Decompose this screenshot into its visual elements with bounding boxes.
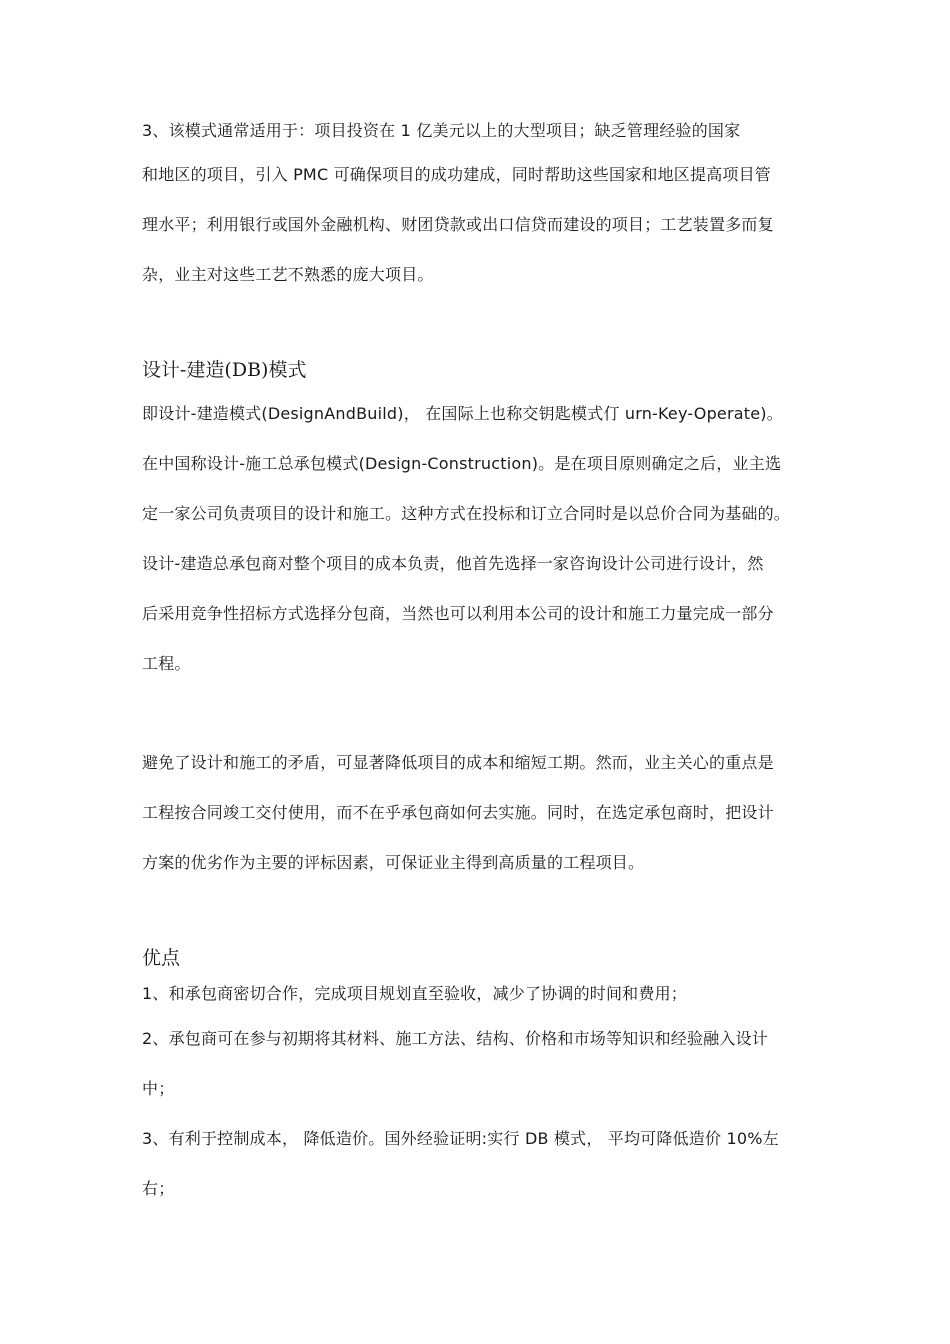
section-heading: 优点 [142, 947, 181, 969]
text-line: 在中国称设计-施工总承包模式(Design-Construction)。是在项目原则确定之后，业主选 [142, 454, 782, 473]
text-line: 杂，业主对这些工艺不熟悉的庞大项目。 [142, 265, 434, 284]
list-item: 3、有利于控制成本， 降低造价。国外经验证明:实行 DB 模式， 平均可降低造价 10%左 [142, 1129, 779, 1148]
section-heading: 设计-建造(DB)模式 [142, 359, 307, 381]
text-line: 避免了设计和施工的矛盾，可显著降低项目的成本和缩短工期。然而，业主关心的重点是 [142, 753, 774, 772]
text-line: 方案的优劣作为主要的评标因素，可保证业主得到高质量的工程项目。 [142, 853, 645, 872]
text-line: 和地区的项目，引入 PMC 可确保项目的成功建成，同时帮助这些国家和地区提高项目管 [142, 165, 771, 184]
text-line: 工程按合同竣工交付使用，而不在乎承包商如何去实施。同时，在选定承包商时，把设计 [142, 803, 774, 822]
list-item-continuation: 右； [142, 1179, 175, 1198]
text-line: 工程。 [142, 654, 191, 673]
list-item: 1、和承包商密切合作，完成项目规划直至验收，减少了协调的时间和费用； [142, 984, 687, 1003]
text-line: 即设计-建造模式(DesignAndBuild)， 在国际上也称交钥匙模式仃 urn-Key-Operate)。 [142, 404, 783, 423]
list-item: 2、承包商可在参与初期将其材料、施工方法、结构、价格和市场等知识和经验融入设计 [142, 1029, 768, 1048]
text-line: 3、该模式通常适用于：项目投资在 1 亿美元以上的大型项目；缺乏管理经验的国家 [142, 121, 741, 140]
text-line: 理水平；利用银行或国外金融机构、财团贷款或出口信贷而建设的项目；工艺装置多而复 [142, 215, 774, 234]
text-line: 后采用竞争性招标方式选择分包商，当然也可以利用本公司的设计和施工力量完成一部分 [142, 604, 774, 623]
text-line: 定一家公司负责项目的设计和施工。这种方式在投标和订立合同时是以总价合同为基础的。 [142, 504, 791, 523]
text-line: 设计-建造总承包商对整个项目的成本负责，他首先选择一家咨询设计公司进行设计，然 [142, 554, 764, 573]
list-item-continuation: 中； [142, 1079, 175, 1098]
